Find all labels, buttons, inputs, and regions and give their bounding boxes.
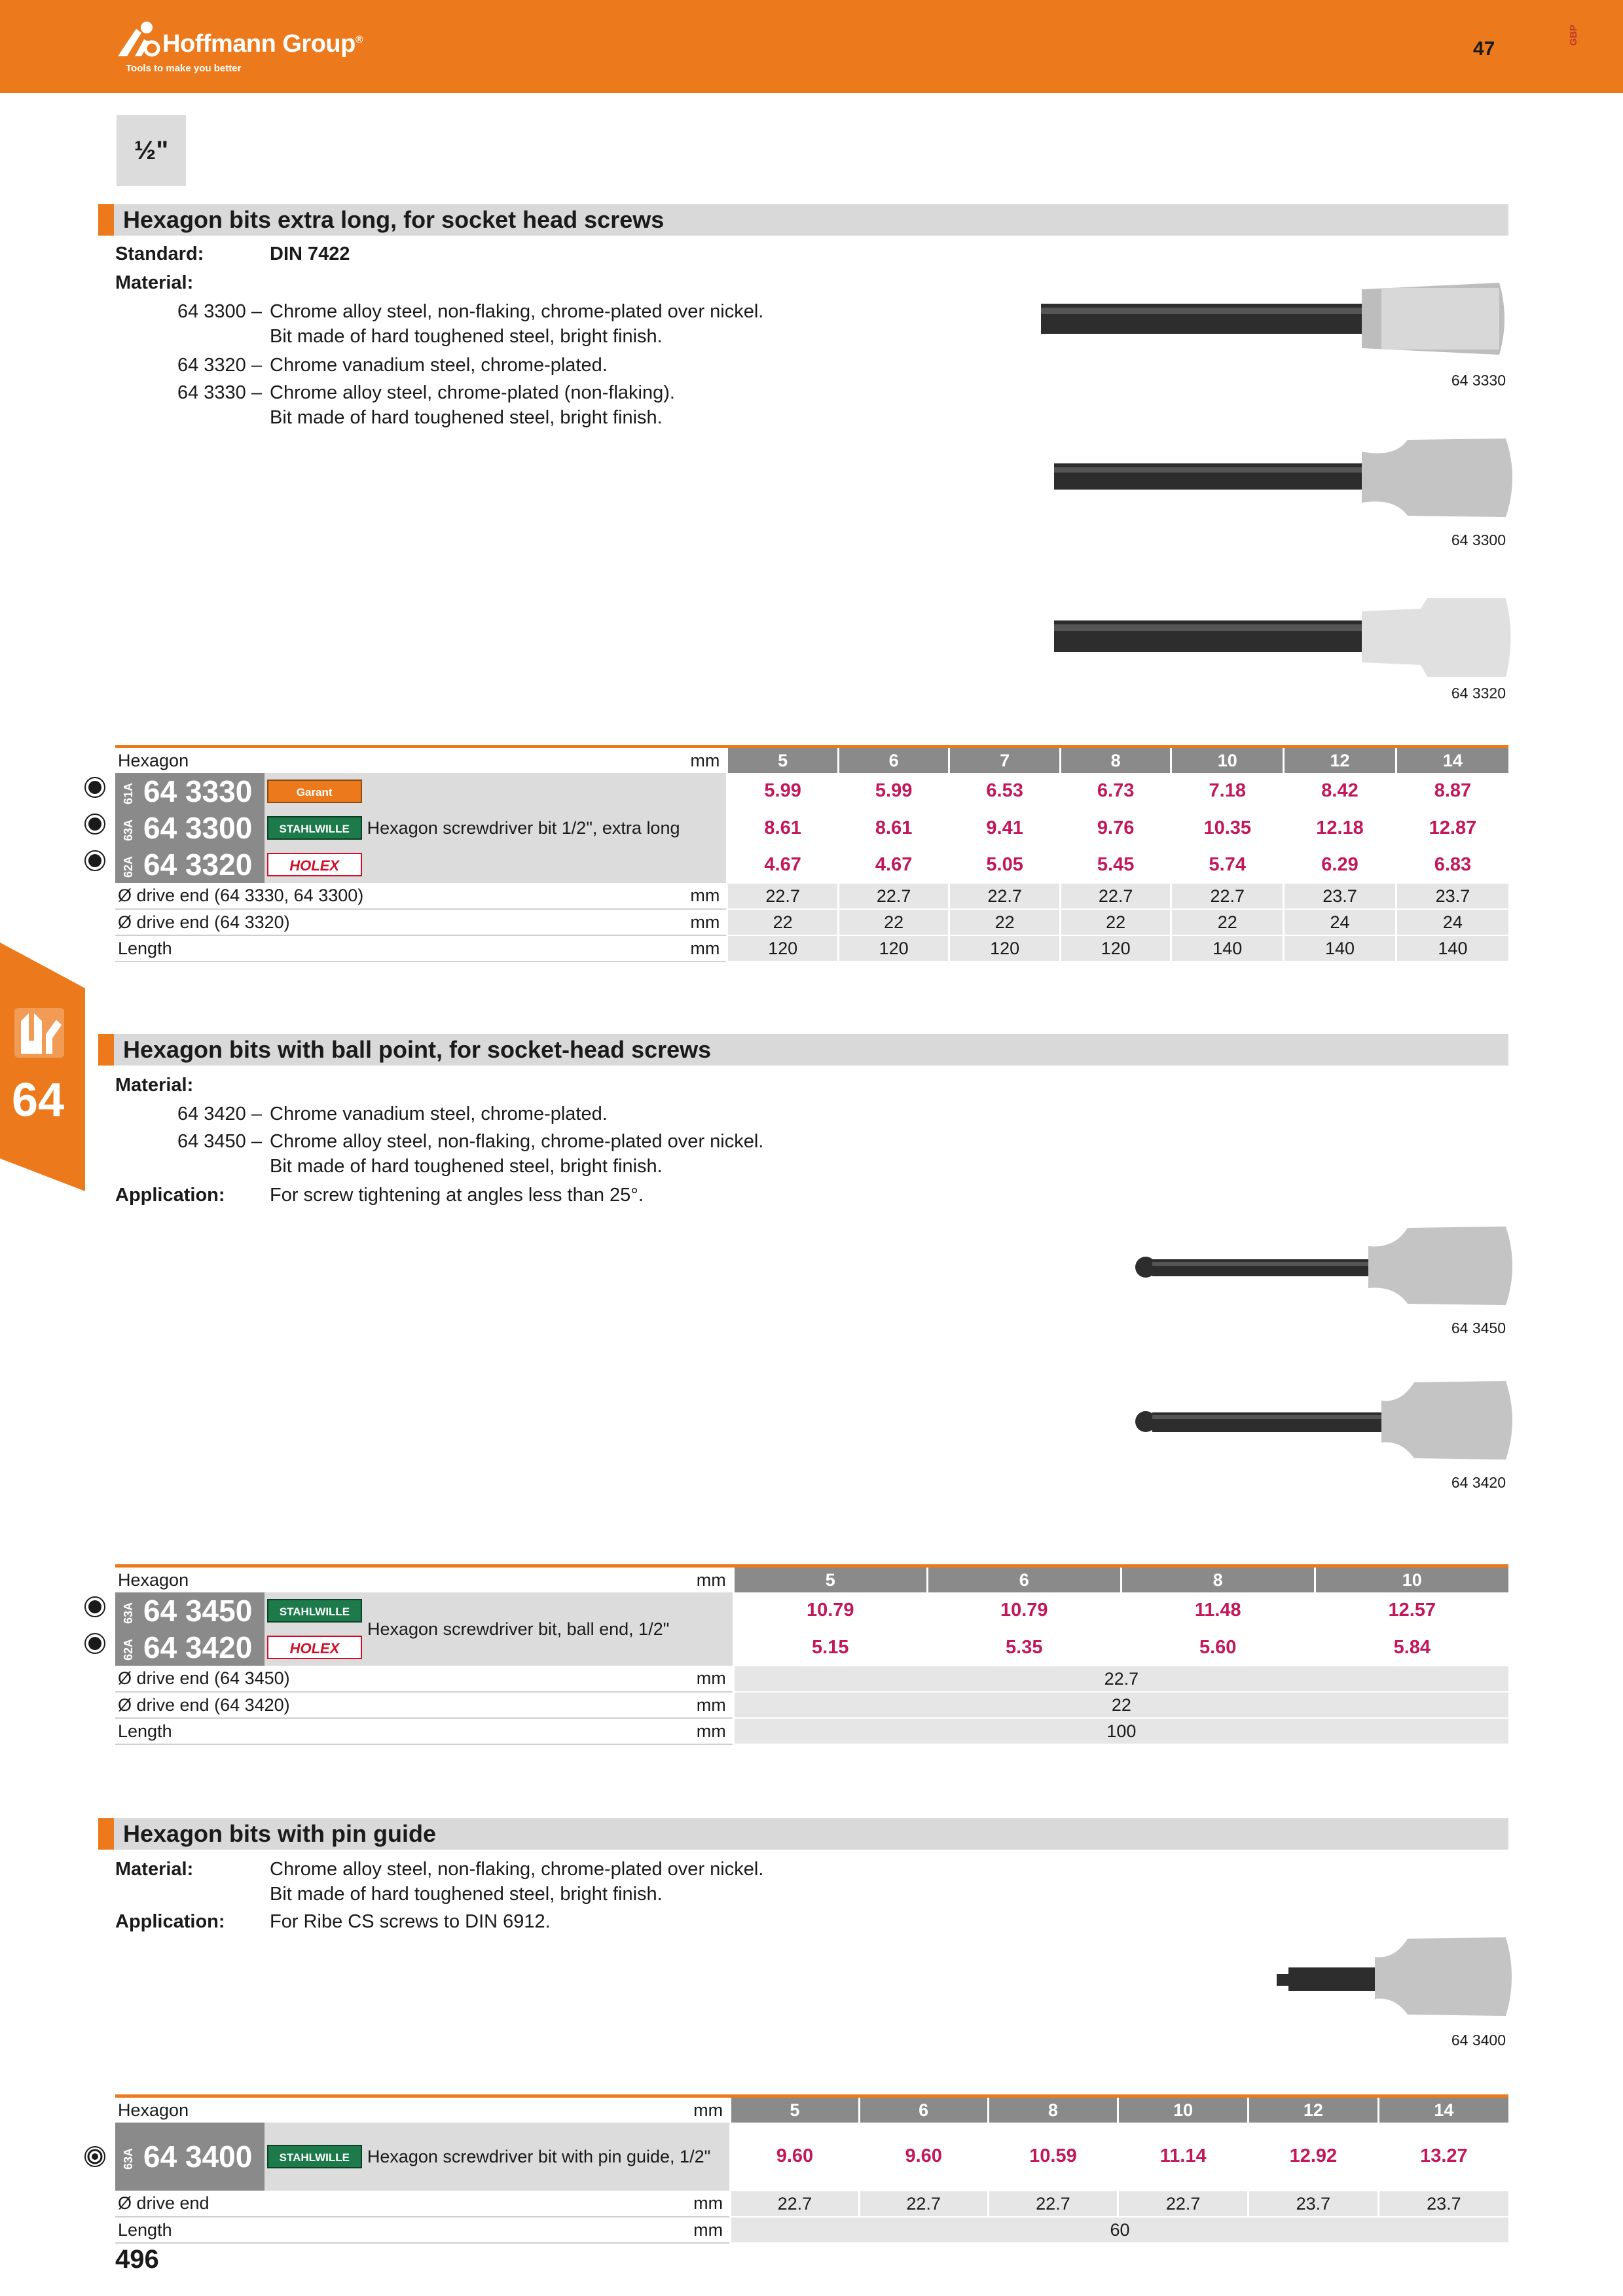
unit-label: mm (580, 2096, 730, 2123)
brand-name: Hoffmann Group® (162, 30, 363, 58)
brand-logo-holex: HOLEX (264, 1629, 365, 1666)
dimension-cell: 23.7 (1378, 2191, 1508, 2217)
dimension-cell: 22 (838, 909, 949, 935)
dimension-cell: 22.7 (1171, 883, 1284, 909)
spec-table-pin-guide (115, 2094, 1508, 2244)
size-header: 6 (859, 2096, 988, 2123)
product-image-pin-bit (1270, 1931, 1512, 2022)
chapter-side-tab (0, 942, 85, 1191)
unit-label: mm (582, 1666, 733, 1692)
material-label: Material: (115, 1859, 194, 1880)
dimension-cell: 22 (733, 1692, 1508, 1718)
price-cell: 10.79 (733, 1592, 927, 1629)
section-title-pin-guide: Hexagon bits with pin guide (98, 1818, 1508, 1850)
bullet-icon (84, 850, 106, 872)
image-caption: 64 3330 (1451, 372, 1506, 389)
brand-tagline: Tools to make you better (126, 63, 242, 74)
size-header: 10 (1315, 1566, 1508, 1593)
product-description: Hexagon screwdriver bit, ball end, 1/2" (365, 1592, 733, 1666)
unit-label: mm (582, 1566, 733, 1593)
image-caption: 64 3400 (1451, 2032, 1506, 2049)
unit-label: mm (578, 909, 727, 935)
application-label: Application: (115, 1911, 225, 1932)
unit-label: mm (580, 2191, 730, 2217)
product-image-ball-bit (1133, 1220, 1512, 1312)
dimension-label: Ø drive end (64 3320) (115, 909, 578, 935)
price-cell: 10.59 (988, 2123, 1118, 2191)
dimension-cell: 100 (733, 1718, 1508, 1744)
price-cell: 9.60 (731, 2123, 860, 2191)
bullet-icon (84, 2145, 106, 2168)
price-cell: 11.48 (1121, 1592, 1315, 1629)
brand-logo-stahlwille: STAHLWILLE (264, 2123, 365, 2191)
dimension-cell: 120 (838, 935, 949, 961)
spec-table-ball-point (115, 1564, 1508, 1745)
dimension-label: Length (115, 2217, 580, 2243)
standard-label: Standard: (115, 243, 204, 264)
dimension-cell: 140 (1396, 935, 1508, 961)
unit-label: mm (578, 883, 727, 909)
unit-label: mm (580, 2217, 730, 2243)
material-text: Chrome vanadium steel, chrome-plated. (270, 355, 608, 376)
product-image-ball-bit (1133, 1374, 1512, 1466)
dimension-cell: 22.7 (1060, 883, 1171, 909)
language-code: GBP (1568, 24, 1579, 46)
dimension-cell: 22.7 (988, 2191, 1118, 2217)
dimension-cell: 120 (1060, 935, 1171, 961)
material-text: Bit made of hard toughened steel, bright finish. (270, 407, 663, 428)
material-label: Material: (115, 272, 194, 293)
price-cell: 5.15 (733, 1629, 927, 1666)
article-number[interactable]: 62A 64 3420 (115, 1629, 264, 1666)
price-cell: 5.84 (1315, 1629, 1508, 1666)
size-header: 8 (1060, 747, 1171, 774)
price-cell: 6.73 (1060, 773, 1171, 810)
image-caption: 64 3300 (1451, 531, 1506, 548)
hand-wrench-icon (18, 1014, 64, 1060)
dimension-cell: 23.7 (1284, 883, 1396, 909)
product-image-bit (1054, 432, 1512, 524)
material-text: Bit made of hard toughened steel, bright finish. (270, 1156, 663, 1177)
dimension-cell: 22 (1171, 909, 1284, 935)
article-number[interactable]: 63A 64 3400 (115, 2123, 264, 2191)
price-cell: 5.99 (838, 773, 949, 810)
price-cell: 12.57 (1315, 1592, 1508, 1629)
dimension-label: Length (115, 1718, 582, 1744)
price-cell: 12.92 (1248, 2123, 1378, 2191)
price-cell: 6.29 (1284, 846, 1396, 883)
material-text: Bit made of hard toughened steel, bright finish. (270, 1884, 663, 1905)
size-header: 5 (731, 2096, 860, 2123)
dimension-cell: 22.7 (1118, 2191, 1249, 2217)
price-cell: 13.27 (1378, 2123, 1508, 2191)
brand-logo-holex: HOLEX (264, 846, 365, 883)
material-text: Chrome alloy steel, non-flaking, chrome-plated over nickel. (270, 1859, 764, 1880)
size-header: 6 (927, 1566, 1121, 1593)
price-cell: 12.18 (1284, 810, 1396, 846)
bullet-icon (84, 1596, 106, 1618)
dimension-cell: 23.7 (1248, 2191, 1378, 2217)
dimension-cell: 22.7 (838, 883, 949, 909)
size-header: 6 (838, 747, 949, 774)
dimension-label: Ø drive end (115, 2191, 580, 2217)
page-number-top: 47 (1473, 38, 1495, 60)
price-cell: 9.60 (859, 2123, 988, 2191)
price-cell: 9.76 (1060, 810, 1171, 846)
price-cell: 12.87 (1396, 810, 1508, 846)
dimension-cell: 22.7 (859, 2191, 988, 2217)
application-text: For screw tightening at angles less than 25°. (270, 1185, 644, 1206)
dimension-label: Ø drive end (64 3330, 64 3300) (115, 883, 578, 909)
material-code: 64 3320 – (177, 355, 262, 376)
product-description: Hexagon screwdriver bit 1/2", extra long (365, 773, 727, 883)
dimension-cell: 24 (1284, 909, 1396, 935)
hexagon-label: Hexagon (115, 747, 578, 774)
material-text: Chrome vanadium steel, chrome-plated. (270, 1103, 608, 1124)
price-cell: 5.99 (727, 773, 839, 810)
brand-logo-garant: Garant (264, 773, 365, 810)
dimension-cell: 140 (1171, 935, 1284, 961)
unit-label: mm (582, 1718, 733, 1744)
dimension-label: Ø drive end (64 3420) (115, 1692, 582, 1718)
brand-logo-stahlwille: STAHLWILLE (264, 810, 365, 846)
hoffmann-logo-icon (115, 20, 161, 59)
dimension-cell: 22.7 (733, 1666, 1508, 1692)
material-code: 64 3330 – (177, 382, 262, 403)
dimension-cell: 24 (1396, 909, 1508, 935)
article-number[interactable]: 62A 64 3320 (115, 846, 264, 883)
dimension-label: Length (115, 935, 578, 961)
dimension-cell: 22.7 (731, 2191, 860, 2217)
bullet-icon (84, 813, 106, 835)
drive-size-badge: ½" (117, 115, 186, 186)
price-cell: 4.67 (727, 846, 839, 883)
price-cell: 10.35 (1171, 810, 1284, 846)
dimension-cell: 140 (1284, 935, 1396, 961)
dimension-label: Ø drive end (64 3450) (115, 1666, 582, 1692)
application-label: Application: (115, 1185, 225, 1206)
material-text: Chrome alloy steel, non-flaking, chrome-plated over nickel. (270, 301, 764, 322)
dimension-cell: 60 (731, 2217, 1508, 2243)
product-image-bit (1041, 270, 1512, 368)
price-cell: 9.41 (949, 810, 1061, 846)
application-text: For Ribe CS screws to DIN 6912. (270, 1911, 551, 1932)
price-cell: 8.87 (1396, 773, 1508, 810)
price-cell: 4.67 (838, 846, 949, 883)
standard-value: DIN 7422 (270, 243, 350, 264)
dimension-cell: 120 (949, 935, 1061, 961)
dimension-cell: 22.7 (949, 883, 1061, 909)
bullet-icon (84, 776, 106, 798)
price-cell: 8.61 (838, 810, 949, 846)
material-code: 64 3420 – (177, 1103, 262, 1124)
size-header: 10 (1118, 2096, 1249, 2123)
spec-table-extra-long (115, 745, 1508, 962)
article-number[interactable]: 63A 64 3450 (115, 1592, 264, 1629)
dimension-cell: 23.7 (1396, 883, 1508, 909)
unit-label: mm (578, 935, 727, 961)
size-header: 5 (733, 1566, 927, 1593)
dimension-cell: 22 (1060, 909, 1171, 935)
product-description: Hexagon screwdriver bit with pin guide, 1/2" (365, 2123, 731, 2191)
material-code: 64 3300 – (177, 301, 262, 322)
price-cell: 6.53 (949, 773, 1061, 810)
chapter-number: 64 (12, 1074, 65, 1126)
size-header: 12 (1248, 2096, 1378, 2123)
price-cell: 10.79 (927, 1592, 1121, 1629)
image-caption: 64 3420 (1451, 1474, 1506, 1491)
article-number[interactable]: 61A 64 3330 (115, 773, 264, 810)
price-cell: 5.05 (949, 846, 1061, 883)
material-text: Bit made of hard toughened steel, bright finish. (270, 326, 663, 347)
size-header: 14 (1378, 2096, 1508, 2123)
price-cell: 6.83 (1396, 846, 1508, 883)
size-header: 8 (1121, 1566, 1315, 1593)
dimension-cell: 120 (727, 935, 839, 961)
hexagon-label: Hexagon (115, 1566, 582, 1593)
price-cell: 5.74 (1171, 846, 1284, 883)
unit-label: mm (578, 747, 727, 774)
price-cell: 5.60 (1121, 1629, 1315, 1666)
bullet-icon (84, 1632, 106, 1655)
section-title-extra-long: Hexagon bits extra long, for socket head screws (98, 204, 1508, 236)
material-label: Material: (115, 1075, 194, 1096)
product-image-bit (1054, 592, 1512, 683)
dimension-cell: 22 (949, 909, 1061, 935)
image-caption: 64 3450 (1451, 1319, 1506, 1336)
page-number-bottom: 496 (115, 2245, 159, 2274)
section-title-ball-point: Hexagon bits with ball point, for socket-head screws (98, 1034, 1508, 1066)
unit-label: mm (582, 1692, 733, 1718)
size-header: 12 (1284, 747, 1396, 774)
size-header: 10 (1171, 747, 1284, 774)
size-header: 8 (988, 2096, 1118, 2123)
image-caption: 64 3320 (1451, 685, 1506, 702)
price-cell: 8.61 (727, 810, 839, 846)
hexagon-label: Hexagon (115, 2096, 580, 2123)
price-cell: 8.42 (1284, 773, 1396, 810)
size-header: 5 (727, 747, 839, 774)
dimension-cell: 22.7 (727, 883, 839, 909)
size-header: 7 (949, 747, 1061, 774)
size-header: 14 (1396, 747, 1508, 774)
brand-logo-stahlwille: STAHLWILLE (264, 1592, 365, 1629)
price-cell: 7.18 (1171, 773, 1284, 810)
price-cell: 11.14 (1118, 2123, 1249, 2191)
material-text: Chrome alloy steel, non-flaking, chrome-plated over nickel. (270, 1131, 764, 1152)
dimension-cell: 22 (727, 909, 839, 935)
material-code: 64 3450 – (177, 1131, 262, 1152)
material-text: Chrome alloy steel, chrome-plated (non-flaking). (270, 382, 675, 403)
price-cell: 5.35 (927, 1629, 1121, 1666)
price-cell: 5.45 (1060, 846, 1171, 883)
article-number[interactable]: 63A 64 3300 (115, 810, 264, 846)
